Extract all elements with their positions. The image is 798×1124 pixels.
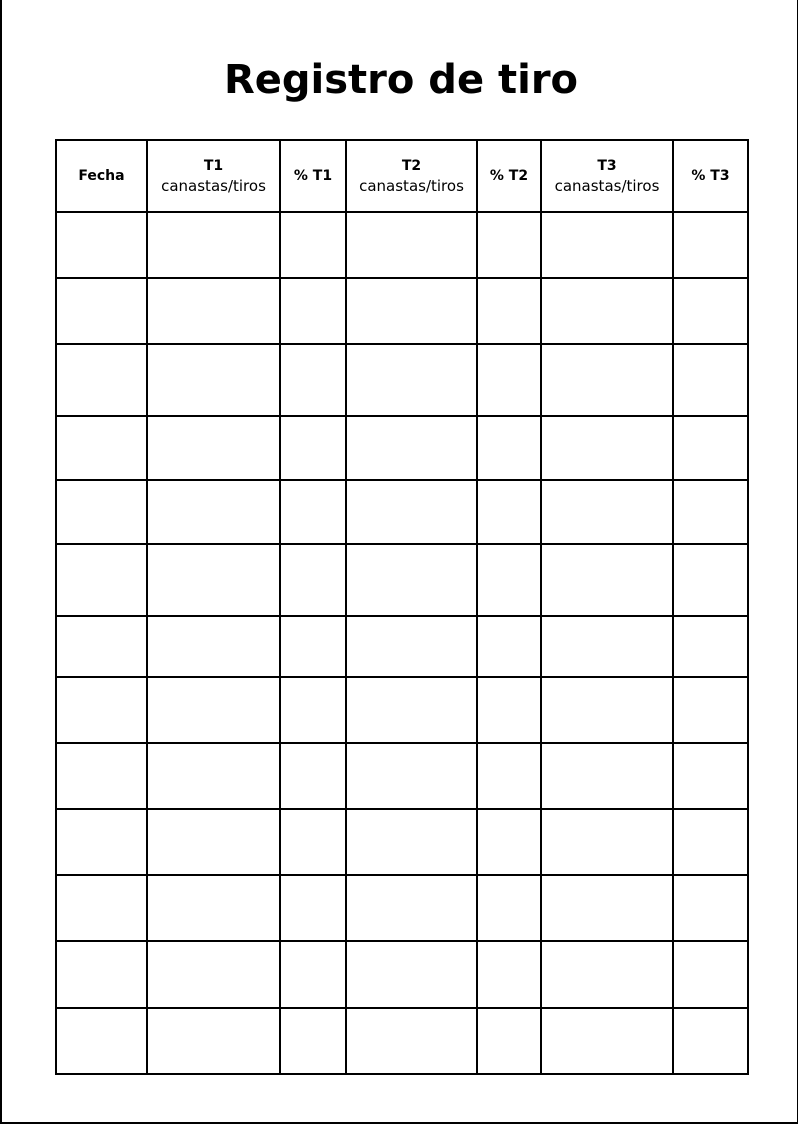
cell-t1	[147, 677, 280, 743]
table-row	[56, 875, 748, 941]
cell-pct-t1	[280, 416, 346, 480]
cell-pct-t1	[280, 480, 346, 544]
table-row	[56, 1008, 748, 1074]
cell-t3	[541, 416, 673, 480]
column-subheader-t1: canastas/tiros	[161, 177, 266, 195]
cell-t2	[346, 1008, 477, 1074]
cell-t3	[541, 344, 673, 416]
table-row	[56, 544, 748, 616]
table-row	[56, 212, 748, 278]
cell-fecha	[56, 875, 147, 941]
column-header-t2: T2 canastas/tiros	[346, 140, 477, 212]
cell-pct-t2	[477, 809, 541, 875]
cell-t3	[541, 941, 673, 1008]
cell-fecha	[56, 212, 147, 278]
cell-pct-t2	[477, 616, 541, 677]
cell-t2	[346, 344, 477, 416]
cell-t1	[147, 809, 280, 875]
cell-t2	[346, 544, 477, 616]
column-header-pct-t3: % T3	[673, 140, 748, 212]
cell-fecha	[56, 416, 147, 480]
cell-t1	[147, 1008, 280, 1074]
cell-t3	[541, 677, 673, 743]
cell-pct-t3	[673, 1008, 748, 1074]
cell-t2	[346, 743, 477, 809]
cell-pct-t3	[673, 544, 748, 616]
cell-pct-t2	[477, 278, 541, 344]
cell-fecha	[56, 677, 147, 743]
cell-pct-t2	[477, 743, 541, 809]
cell-t2	[346, 616, 477, 677]
cell-t2	[346, 941, 477, 1008]
cell-t2	[346, 212, 477, 278]
shooting-log-table	[55, 139, 749, 1075]
table-body	[56, 212, 748, 1074]
cell-pct-t3	[673, 344, 748, 416]
cell-t2	[346, 875, 477, 941]
cell-t3	[541, 616, 673, 677]
cell-pct-t3	[673, 941, 748, 1008]
cell-t2	[346, 480, 477, 544]
cell-pct-t3	[673, 616, 748, 677]
cell-pct-t1	[280, 743, 346, 809]
table-row	[56, 809, 748, 875]
cell-t3	[541, 743, 673, 809]
page-title: Registro de tiro	[223, 57, 579, 103]
cell-pct-t1	[280, 677, 346, 743]
cell-fecha	[56, 1008, 147, 1074]
cell-pct-t3	[673, 875, 748, 941]
cell-pct-t1	[280, 616, 346, 677]
cell-t1	[147, 616, 280, 677]
cell-t3	[541, 544, 673, 616]
cell-pct-t1	[280, 544, 346, 616]
cell-pct-t3	[673, 212, 748, 278]
cell-fecha	[56, 809, 147, 875]
cell-pct-t2	[477, 544, 541, 616]
column-subheader-t3: canastas/tiros	[554, 177, 660, 195]
cell-fecha	[56, 544, 147, 616]
cell-t1	[147, 212, 280, 278]
cell-t2	[346, 677, 477, 743]
cell-pct-t3	[673, 809, 748, 875]
table-row	[56, 344, 748, 416]
cell-t3	[541, 809, 673, 875]
cell-pct-t1	[280, 941, 346, 1008]
cell-fecha	[56, 278, 147, 344]
column-header-pct-t1: % T1	[280, 140, 346, 212]
cell-pct-t2	[477, 677, 541, 743]
cell-t1	[147, 875, 280, 941]
cell-fecha	[56, 480, 147, 544]
cell-t1	[147, 278, 280, 344]
cell-t3	[541, 1008, 673, 1074]
cell-t2	[346, 809, 477, 875]
cell-pct-t2	[477, 416, 541, 480]
cell-pct-t3	[673, 743, 748, 809]
cell-pct-t1	[280, 809, 346, 875]
column-header-pct-t2: % T2	[477, 140, 541, 212]
cell-t3	[541, 278, 673, 344]
cell-pct-t2	[477, 1008, 541, 1074]
cell-t3	[541, 212, 673, 278]
header-row	[56, 140, 748, 212]
cell-pct-t1	[280, 1008, 346, 1074]
cell-t1	[147, 480, 280, 544]
cell-fecha	[56, 344, 147, 416]
cell-pct-t2	[477, 480, 541, 544]
cell-t1	[147, 544, 280, 616]
cell-pct-t2	[477, 875, 541, 941]
cell-pct-t1	[280, 344, 346, 416]
column-header-t1: T1 canastas/tiros	[147, 140, 280, 212]
cell-t2	[346, 278, 477, 344]
cell-pct-t1	[280, 278, 346, 344]
cell-t3	[541, 875, 673, 941]
cell-fecha	[56, 616, 147, 677]
cell-fecha	[56, 941, 147, 1008]
cell-t1	[147, 743, 280, 809]
table-row	[56, 677, 748, 743]
cell-pct-t1	[280, 212, 346, 278]
cell-pct-t2	[477, 344, 541, 416]
table-row	[56, 278, 748, 344]
table-row	[56, 616, 748, 677]
cell-pct-t1	[280, 875, 346, 941]
column-subheader-t2: canastas/tiros	[359, 177, 464, 195]
cell-t1	[147, 416, 280, 480]
cell-pct-t2	[477, 212, 541, 278]
table-row	[56, 416, 748, 480]
cell-fecha	[56, 743, 147, 809]
table-row	[56, 480, 748, 544]
table-row	[56, 743, 748, 809]
cell-t1	[147, 941, 280, 1008]
column-header-t3: T3 canastas/tiros	[541, 140, 673, 212]
cell-pct-t3	[673, 480, 748, 544]
column-header-fecha: Fecha	[56, 140, 147, 212]
cell-pct-t3	[673, 416, 748, 480]
table-row	[56, 941, 748, 1008]
cell-t2	[346, 416, 477, 480]
cell-pct-t3	[673, 278, 748, 344]
cell-t1	[147, 344, 280, 416]
cell-pct-t3	[673, 677, 748, 743]
cell-pct-t2	[477, 941, 541, 1008]
cell-t3	[541, 480, 673, 544]
